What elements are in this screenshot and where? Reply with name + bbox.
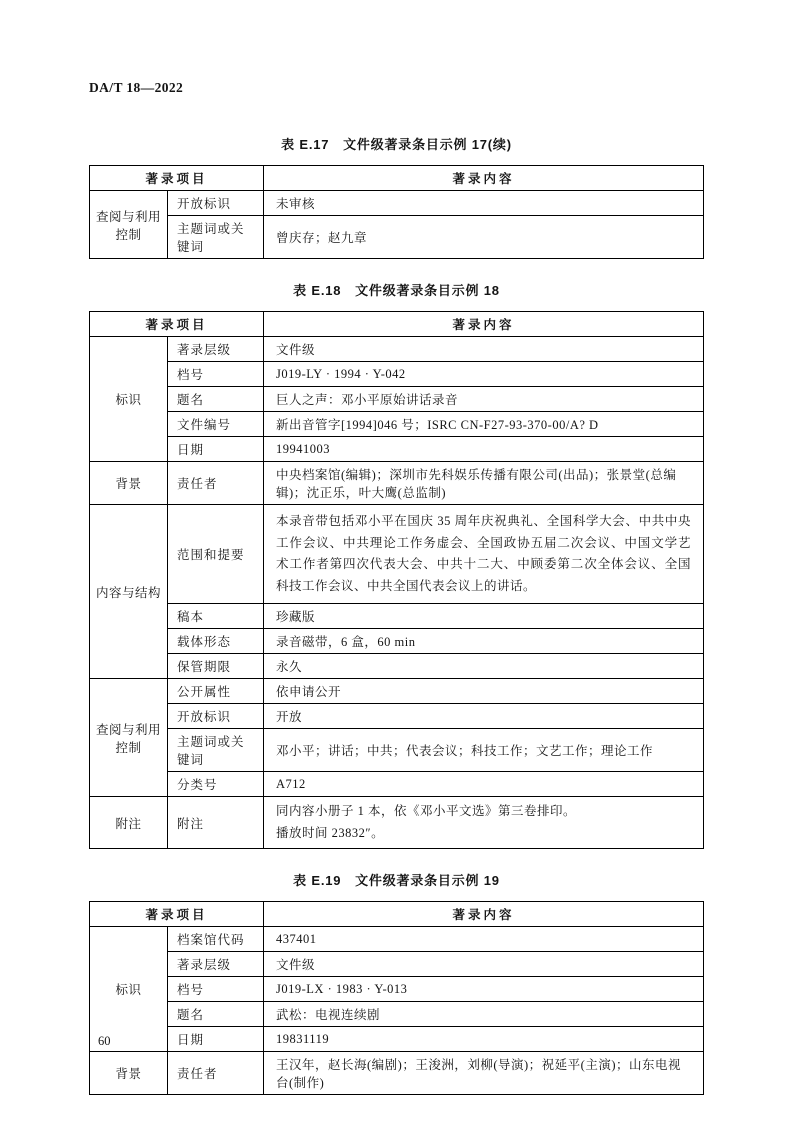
group-label: 附注 — [90, 797, 168, 849]
content-value: 邓小平；讲话；中共；代表会议；科技工作；文艺工作；理论工作 — [264, 729, 704, 772]
table-row — [90, 387, 704, 412]
content-value: 依申请公开 — [264, 679, 704, 704]
item-label: 档号 — [168, 977, 264, 1002]
item-label: 著录层级 — [168, 337, 264, 362]
table-title: 表 E.17 文件级著录条目示例 17(续) — [281, 137, 512, 152]
table-row — [90, 191, 704, 216]
item-label: 日期 — [168, 1027, 264, 1052]
table-row — [90, 412, 704, 437]
content-value: 开放 — [264, 704, 704, 729]
table-row — [90, 604, 704, 629]
content-value: 曾庆存；赵九章 — [264, 216, 704, 259]
table-title: 表 E.18 文件级著录条目示例 18 — [293, 283, 500, 298]
table-row — [90, 362, 704, 387]
table-header-row — [90, 902, 704, 927]
item-label: 档案馆代码 — [168, 927, 264, 952]
item-label: 日期 — [168, 437, 264, 462]
table-row — [90, 772, 704, 797]
content-value: 巨人之声：邓小平原始讲话录音 — [264, 387, 704, 412]
group-label: 背景 — [90, 462, 168, 505]
content-value: 永久 — [264, 654, 704, 679]
content-value: 19831119 — [264, 1027, 704, 1052]
content-value: 录音磁带，6 盒，60 min — [264, 629, 704, 654]
description-table — [89, 901, 704, 1095]
table-row — [90, 679, 704, 704]
table-row — [90, 729, 704, 772]
group-label: 标识 — [90, 927, 168, 1052]
content-value: A712 — [264, 772, 704, 797]
item-label: 责任者 — [168, 1052, 264, 1095]
content-value: J019-LY · 1994 · Y-042 — [264, 362, 704, 387]
table-row — [90, 462, 704, 505]
table-row — [90, 505, 704, 604]
item-label: 保管期限 — [168, 654, 264, 679]
content-value: 本录音带包括邓小平在国庆 35 周年庆祝典礼、全国科学大会、中共中央工作会议、中共理论工作务虚会、全国政协五届二次会议、中国文学艺术工作者第四次代表大会、中共十二大、中顾委第二次全体会议、全国科技工作会议、中共全国代表会议上的讲话。 — [264, 505, 704, 604]
content-value: 新出音管字[1994]046 号；ISRC CN-F27-93-370-00/A? D — [264, 412, 704, 437]
table-row — [90, 927, 704, 952]
item-label: 题名 — [168, 1002, 264, 1027]
item-label: 附注 — [168, 797, 264, 849]
item-label: 稿本 — [168, 604, 264, 629]
content-value: J019-LX · 1983 · Y-013 — [264, 977, 704, 1002]
item-label: 档号 — [168, 362, 264, 387]
content-value: 珍藏版 — [264, 604, 704, 629]
table-row — [90, 952, 704, 977]
table-row — [90, 1052, 704, 1095]
content-value: 19941003 — [264, 437, 704, 462]
item-label: 主题词或关键词 — [168, 216, 264, 259]
column-header-content: 著录内容 — [264, 902, 704, 927]
group-label: 标识 — [90, 337, 168, 462]
item-label: 题名 — [168, 387, 264, 412]
table-row — [90, 337, 704, 362]
content-line: 同内容小册子 1 本，依《邓小平文选》第三卷排印。 — [276, 804, 577, 818]
item-label: 责任者 — [168, 462, 264, 505]
standard-number: DA/T 18—2022 — [89, 80, 184, 95]
item-label: 主题词或关键词 — [168, 729, 264, 772]
column-header-item: 著录项目 — [90, 166, 264, 191]
item-label: 载体形态 — [168, 629, 264, 654]
content-value: 437401 — [264, 927, 704, 952]
content-value: 中央档案馆(编辑)；深圳市先科娱乐传播有限公司(出品)；张景堂(总编辑)；沈正乐，叶大鹰(总监制) — [264, 462, 704, 505]
item-label: 范围和提要 — [168, 505, 264, 604]
item-label: 文件编号 — [168, 412, 264, 437]
page-number: 60 — [98, 1034, 111, 1048]
table-row — [90, 629, 704, 654]
table-header-row — [90, 312, 704, 337]
table-title: 表 E.19 文件级著录条目示例 19 — [293, 873, 500, 888]
group-label: 背景 — [90, 1052, 168, 1095]
table-row — [90, 704, 704, 729]
table-row — [90, 977, 704, 1002]
table-row — [90, 216, 704, 259]
content-line: 播放时间 23832″。 — [276, 826, 385, 840]
column-header-item: 著录项目 — [90, 902, 264, 927]
tables-area — [89, 134, 704, 1116]
column-header-content: 著录内容 — [264, 166, 704, 191]
item-label: 著录层级 — [168, 952, 264, 977]
table-row — [90, 1027, 704, 1052]
description-table — [89, 311, 704, 849]
table-row — [90, 437, 704, 462]
item-label: 公开属性 — [168, 679, 264, 704]
content-value: 文件级 — [264, 337, 704, 362]
item-label: 分类号 — [168, 772, 264, 797]
column-header-content: 著录内容 — [264, 312, 704, 337]
table-row — [90, 797, 704, 849]
content-value — [264, 797, 704, 849]
group-label: 查阅与利用控制 — [90, 191, 168, 259]
description-table — [89, 165, 704, 259]
content-value: 王汉年，赵长海(编剧)；王浚洲，刘柳(导演)；祝延平(主演)；山东电视台(制作) — [264, 1052, 704, 1095]
content-value: 未审核 — [264, 191, 704, 216]
group-label: 查阅与利用控制 — [90, 679, 168, 797]
column-header-item: 著录项目 — [90, 312, 264, 337]
item-label: 开放标识 — [168, 191, 264, 216]
content-value: 武松：电视连续剧 — [264, 1002, 704, 1027]
table-row — [90, 654, 704, 679]
content-value: 文件级 — [264, 952, 704, 977]
table-row — [90, 1002, 704, 1027]
group-label: 内容与结构 — [90, 505, 168, 679]
table-header-row — [90, 166, 704, 191]
item-label: 开放标识 — [168, 704, 264, 729]
